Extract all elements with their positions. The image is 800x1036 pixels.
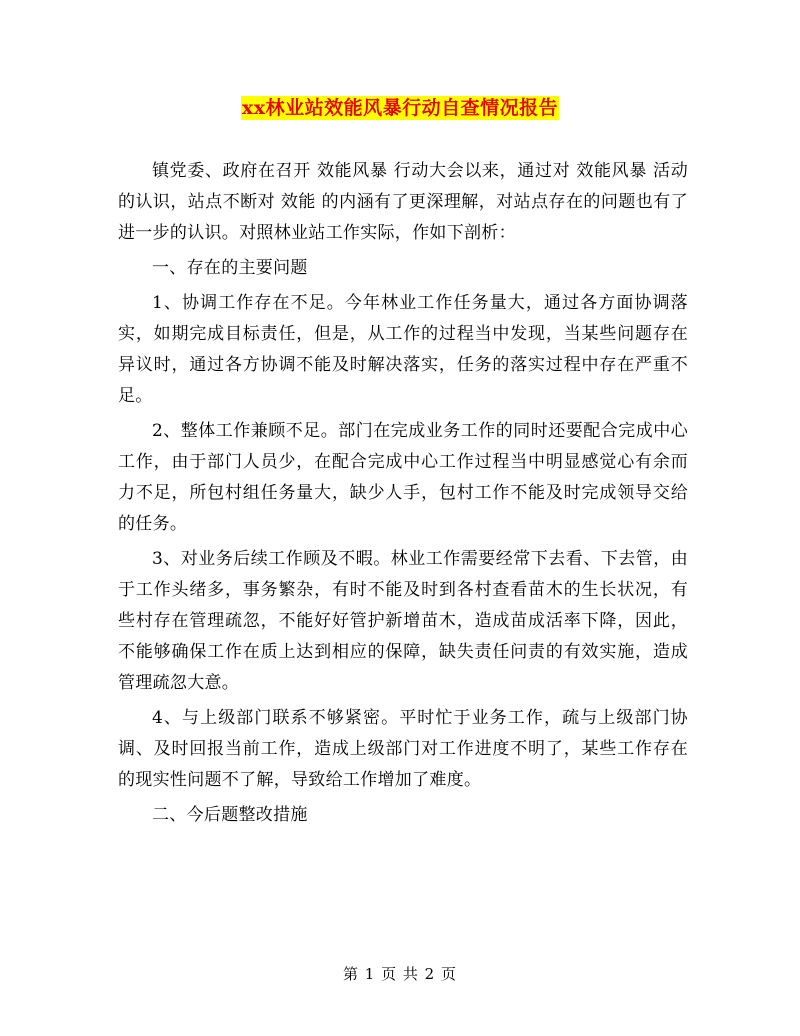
problem-item-3: 3、对业务后续工作顾及不暇。林业工作需要经常下去看、下去管，由于工作头绪多，事务繁杂，有时不能及时到各村查看苗木的生长状况，有些村存在管理疏忽，不能好好管护新增苗木，造成苗成活率下降，因此，不能够确保工作在质上达到相应的保障，缺失责任问责的有效实施，造成管理疏忽大意。 (118, 549, 688, 693)
section-heading-problems: 一、存在的主要问题 (152, 258, 308, 278)
intro-paragraph: 镇党委、政府在召开 效能风暴 行动大会以来，通过对 效能风暴 活动的认识，站点不断对 效能 的内涵有了更深理解，对站点存在的问题也有了进一步的认识。对照林业站工作实际，作如下剖析： (118, 161, 688, 243)
document-body (118, 156, 688, 835)
problem-item-4: 4、与上级部门联系不够紧密。平时忙于业务工作，疏与上级部门协调、及时回报当前工作，造成上级部门对工作进度不明了，某些工作存在的现实性问题不了解，导致给工作增加了难度。 (118, 708, 688, 790)
title-container (0, 96, 800, 120)
document-title: xx林业站效能风暴行动自查情况报告 (241, 97, 559, 119)
problem-item-2: 2、整体工作兼顾不足。部门在完成业务工作的同时还要配合完成中心工作，由于部门人员少，在配合完成中心工作过程当中明显感觉心有余而力不足，所包村组任务量大，缺少人手，包村工作不能及时完成领导交给的任务。 (118, 421, 688, 534)
problem-item-1: 1、协调工作存在不足。今年林业工作任务量大，通过各方面协调落实，如期完成目标责任，但是，从工作的过程当中发现，当某些问题存在异议时，通过各方协调不能及时解决落实，任务的落实过程中存在严重不足。 (118, 293, 688, 406)
section-heading-measures: 二、今后题整改措施 (152, 805, 308, 825)
page-footer: 第 1 页 共 2 页 (343, 965, 457, 983)
